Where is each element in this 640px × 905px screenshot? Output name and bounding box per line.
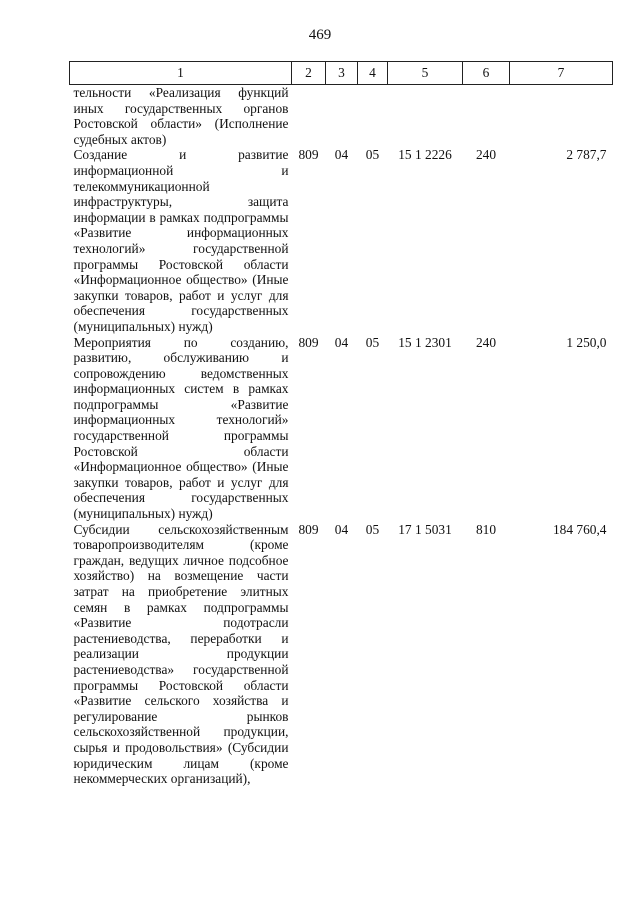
row-code-col-5: 15 1 2226: [398, 147, 452, 163]
row-code-col-6: 810: [475, 521, 497, 537]
header-col-4: 4: [358, 62, 388, 85]
row-description: Создание и развитие информационной и телекоммуникационной инфраструктуры, защита информации в рамках подпрограммы «Развитие информационных технологий» государственной программы Ростовской области «Информационное общество» (Иные закупки товаров, работ и услуг для обеспечения государственных (муниципальных) нужд): [73, 147, 289, 334]
table-row: [70, 85, 613, 148]
row-code-col-2: 809: [298, 147, 319, 163]
row-code-col-3: 04: [334, 147, 349, 163]
row-code-col-5: [388, 85, 463, 148]
table-row: [70, 335, 613, 522]
row-code-col-2: 809: [298, 334, 319, 350]
row-code-col-3: [326, 85, 358, 148]
row-code-col-6: 240: [475, 147, 497, 163]
header-col-1: 1: [70, 62, 292, 85]
row-code-col-2: [292, 85, 326, 148]
header-col-6: 6: [463, 62, 510, 85]
row-code-col-4: 05: [365, 147, 380, 163]
table-header-row: [70, 62, 613, 85]
row-amount: 2 787,7: [566, 147, 607, 163]
table-row: [70, 147, 613, 334]
row-code-col-2: 809: [298, 521, 319, 537]
row-code-col-5: 15 1 2301: [398, 334, 452, 350]
row-amount: 184 760,4: [552, 521, 607, 537]
row-description: Мероприятия по созданию, развитию, обслуживанию и сопровождению ведомственных информационных систем в рамках подпрограммы «Развитие информационных технологий» государственной программы Ростовской области «Информационное общество» (Иные закупки товаров, работ и услуг для обеспечения государственных (муниципальных) нужд): [73, 334, 289, 522]
header-col-2: 2: [292, 62, 326, 85]
row-code-col-3: 04: [334, 521, 349, 537]
header-col-7: 7: [510, 62, 613, 85]
row-code-col-4: 05: [365, 334, 380, 350]
header-col-3: 3: [326, 62, 358, 85]
row-code-col-3: 04: [334, 334, 349, 350]
row-code-col-6: 240: [475, 334, 497, 350]
budget-table: [69, 61, 613, 787]
row-description: тельности «Реализация функций иных государственных органов Ростовской области» (Исполнение судебных актов): [73, 85, 289, 147]
row-code-col-4: [358, 85, 388, 148]
table-row: [70, 522, 613, 787]
row-code-col-6: [463, 85, 510, 148]
row-code-col-4: 05: [365, 521, 380, 537]
row-description: Субсидии сельскохозяйственным товаропроизводителям (кроме граждан, ведущих личное подсобное хозяйство) на возмещение части затрат на приобретение элитных семян в рамках подпрограммы «Развитие подотрасли растениеводства, переработки и реализации продукции растениеводства» государственной программы Ростовской области «Развитие сельского хозяйства и регулирование рынков сельскохозяйственной продукции, сырья и продовольствия» (Субсидии юридическим лицам (кроме некоммерческих организаций),: [73, 521, 289, 787]
row-code-col-5: 17 1 5031: [398, 521, 452, 537]
row-amount: 1 250,0: [566, 334, 607, 350]
header-col-5: 5: [388, 62, 463, 85]
row-amount: [510, 85, 613, 148]
page-number: 469: [308, 27, 332, 43]
